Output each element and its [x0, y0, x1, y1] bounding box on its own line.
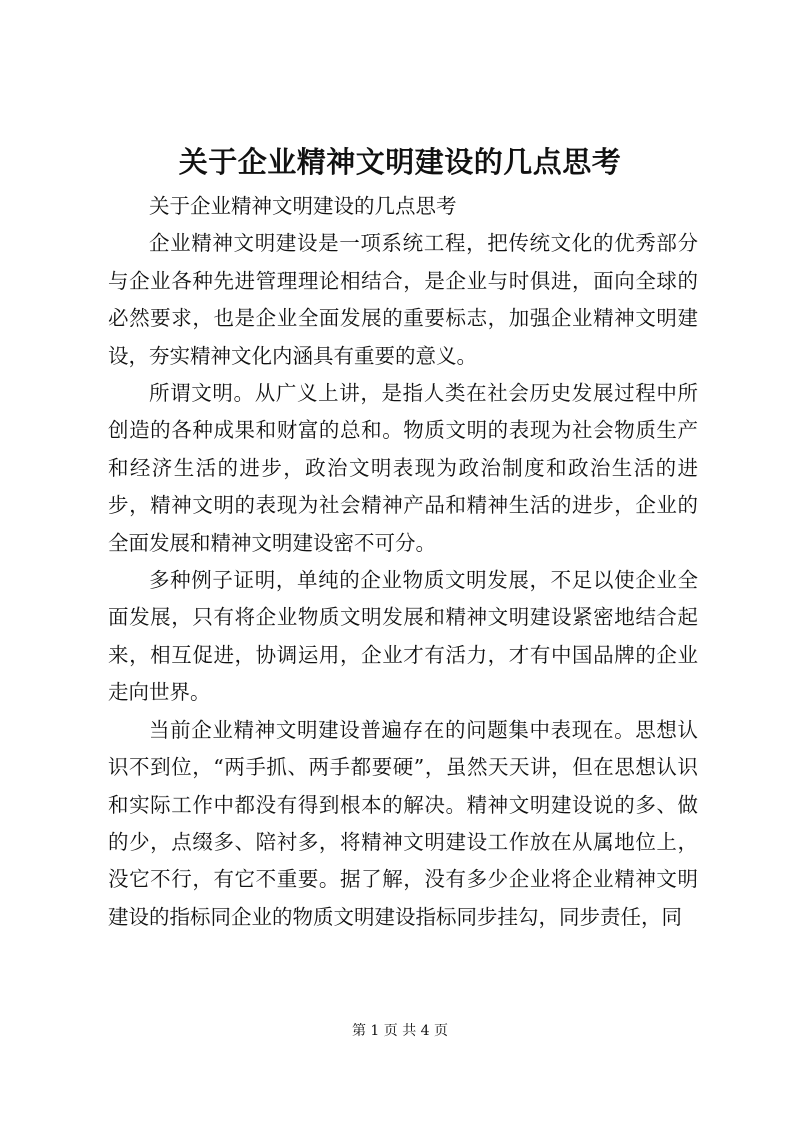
page-number-footer: 第 1 页 共 4 页 — [351, 1023, 449, 1039]
document-title: 关于企业精神文明建设的几点思考 — [178, 145, 622, 179]
document-body — [108, 188, 698, 936]
paragraph-subtitle: 关于企业精神文明建设的几点思考 — [149, 194, 457, 218]
paragraph: 当前企业精神文明建设普遍存在的问题集中表现在。思想认识不到位，“两手抓、两手都要硬”，虽然天天讲，但在思想认识和实际工作中都没有得到根本的解决。精神文明建设说的多、做的少，点缀多、陪衬多，将精神文明建设工作放在从属地位上，没它不行，有它不重要。据了解，没有多少企业将企业精神文明建设的指标同企业的物质文明建设指标同步挂勾，同步责任，同 — [108, 717, 698, 929]
paragraph: 多种例子证明，单纯的企业物质文明发展，不足以使企业全面发展，只有将企业物质文明发展和精神文明建设紧密地结合起来，相互促进，协调运用，企业才有活力，才有中国品牌的企业走向世界。 — [108, 568, 698, 705]
paragraph: 所谓文明。从广义上讲，是指人类在社会历史发展过程中所创造的各种成果和财富的总和。物质文明的表现为社会物质生产和经济生活的进步，政治文明表现为政治制度和政治生活的进步，精神文明的表现为社会精神产品和精神生活的进步，企业的全面发展和精神文明建设密不可分。 — [108, 381, 698, 555]
paragraph: 企业精神文明建设是一项系统工程，把传统文化的优秀部分与企业各种先进管理理论相结合，是企业与时俱进，面向全球的必然要求，也是企业全面发展的重要标志，加强企业精神文明建设，夯实精神文化内涵具有重要的意义。 — [108, 231, 698, 368]
